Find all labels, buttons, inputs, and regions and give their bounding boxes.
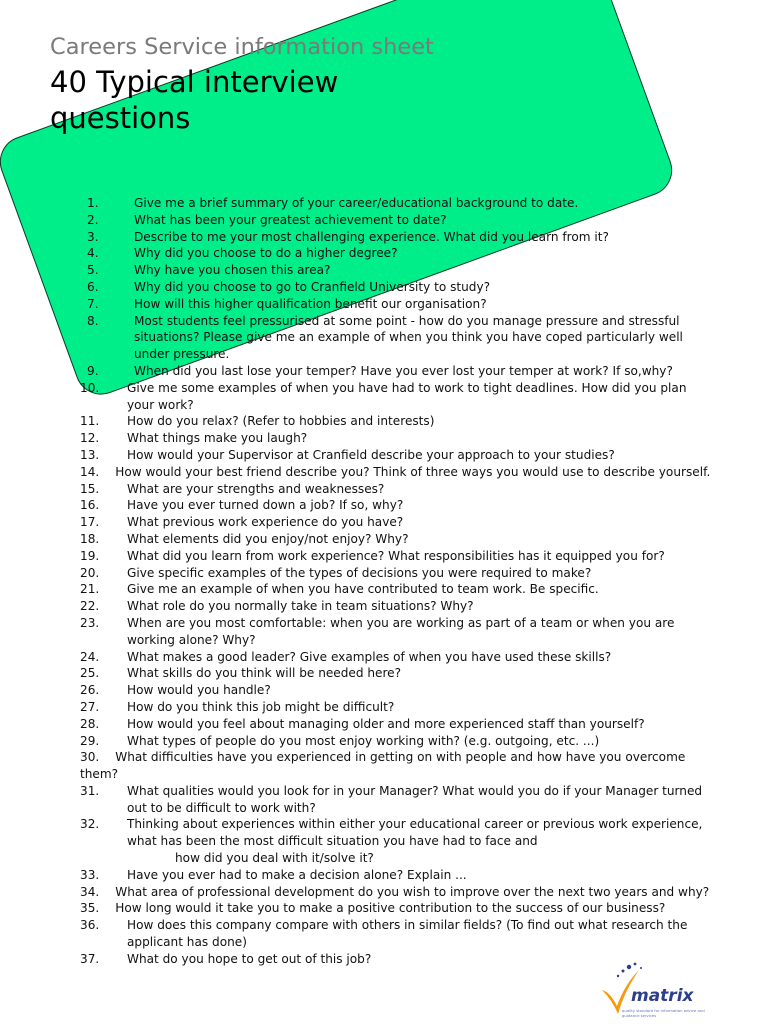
question-text: Most students feel pressurised at some point - how do you manage pressure and stressful situations? Please give me an example of when you think you have coped particularly well under pressure. [134, 313, 683, 362]
question-item [80, 195, 716, 212]
question-text: What elements did you enjoy/not enjoy? Why? [127, 531, 409, 546]
question-item [80, 565, 716, 582]
question-text: What makes a good leader? Give examples of when you have used these skills? [127, 649, 612, 664]
question-number: 28. [80, 716, 100, 731]
question-number: 4. [87, 246, 99, 261]
question-item [80, 363, 716, 380]
question-item [80, 464, 716, 481]
question-item [80, 430, 716, 447]
question-item [80, 783, 716, 817]
question-number: 9. [87, 363, 99, 378]
question-item [80, 245, 716, 262]
question-text: Give me an example of when you have contributed to team work. Be specific. [127, 582, 599, 597]
question-text: how did you deal with it/solve it? [175, 851, 374, 866]
question-number: 25. [80, 666, 100, 681]
question-item [80, 867, 716, 884]
question-text: What types of people do you most enjoy working with? (e.g. outgoing, etc. ...) [127, 733, 600, 748]
question-item [80, 481, 716, 498]
question-text: How does this company compare with others in similar fields? (To find out what research the applicant has done) [127, 918, 688, 950]
question-number: 2. [87, 212, 99, 227]
question-number: 5. [87, 263, 99, 278]
question-item [80, 581, 716, 598]
question-text: How do you think this job might be difficult? [127, 699, 395, 714]
question-text: What role do you normally take in team situations? Why? [127, 599, 474, 614]
question-item [80, 514, 716, 531]
question-number: 34. [80, 884, 100, 899]
question-number: 13. [80, 447, 100, 462]
question-text: Describe to me your most challenging experience. What did you learn from it? [134, 229, 609, 244]
question-text: What things make you laugh? [127, 431, 308, 446]
question-number: 1. [87, 196, 99, 210]
question-item [80, 615, 716, 649]
question-number: 15. [80, 481, 100, 496]
question-item [80, 749, 716, 783]
question-number: 17. [80, 515, 100, 530]
question-item [80, 884, 716, 901]
question-number [80, 850, 127, 867]
question-number: 22. [80, 599, 100, 614]
question-text: What skills do you think will be needed here? [127, 666, 402, 681]
question-item [80, 447, 716, 464]
question-number: 8. [87, 313, 99, 328]
question-item [80, 649, 716, 666]
question-number: 27. [80, 699, 100, 714]
question-item [80, 665, 716, 682]
question-number: 24. [80, 649, 100, 664]
question-text: What qualities would you look for in your Manager? What would you do if your Manager turned out to be difficult to work with? [127, 783, 703, 815]
question-text: How will this higher qualification benefit our organisation? [134, 296, 487, 311]
question-item [80, 682, 716, 699]
question-text: How do you relax? (Refer to hobbies and interests) [127, 414, 435, 429]
question-item [80, 229, 716, 246]
question-item [80, 816, 716, 850]
question-text: Have you ever had to make a decision alone? Explain ... [127, 867, 467, 882]
question-number: 23. [80, 615, 100, 630]
question-item [80, 531, 716, 548]
page-title: 40 Typical interview questions [50, 65, 339, 135]
question-text: Why did you choose to go to Cranfield University to study? [134, 279, 491, 294]
question-number: 26. [80, 683, 100, 698]
question-number: 37. [80, 951, 100, 966]
question-item [80, 598, 716, 615]
question-item [80, 917, 716, 951]
question-text: What previous work experience do you have? [127, 515, 404, 530]
question-item [80, 850, 716, 867]
question-item [80, 900, 716, 917]
question-text: Why have you chosen this area? [134, 263, 331, 278]
question-number: 10. [80, 380, 100, 395]
question-text: Give me some examples of when you have had to work to tight deadlines. How did you plan your work? [127, 380, 687, 412]
question-number: 11. [80, 414, 100, 429]
question-text: Why did you choose to do a higher degree? [134, 246, 398, 261]
question-item [80, 296, 716, 313]
question-text: What did you learn from work experience? What responsibilities has it equipped you for? [127, 548, 665, 563]
question-item [80, 413, 716, 430]
question-number: 35. [80, 901, 100, 916]
question-number: 16. [80, 498, 100, 513]
question-number: 7. [87, 296, 99, 311]
question-item [80, 733, 716, 750]
question-number: 36. [80, 918, 100, 933]
question-number: 19. [80, 548, 100, 563]
question-number: 33. [80, 867, 100, 882]
question-text: What area of professional development do you wish to improve over the next two years and why? [115, 884, 710, 899]
question-text: What has been your greatest achievement to date? [134, 212, 447, 227]
question-text: What are your strengths and weaknesses? [127, 481, 385, 496]
question-number: 20. [80, 565, 100, 580]
logo-tagline: quality standard for information advice and guidance services [622, 1008, 705, 1018]
question-number: 12. [80, 431, 100, 446]
question-text: Thinking about experiences within either your educational career or previous work experience, what has been the most difficult situation you have had to face and [127, 817, 703, 849]
question-item [80, 716, 716, 733]
question-text: Give specific examples of the types of decisions you were required to make? [127, 565, 592, 580]
question-item [80, 497, 716, 514]
question-number: 32. [80, 817, 100, 832]
question-item [80, 262, 716, 279]
question-number: 6. [87, 279, 99, 294]
matrix-logo [594, 962, 722, 1024]
question-text: How would your Supervisor at Cranfield describe your approach to your studies? [127, 447, 615, 462]
question-item [80, 313, 716, 363]
question-text: When did you last lose your temper? Have you ever lost your temper at work? If so,why? [134, 363, 673, 378]
question-text: What do you hope to get out of this job? [127, 951, 372, 966]
question-number: 3. [87, 229, 99, 244]
question-item [80, 380, 716, 414]
question-item [80, 212, 716, 229]
question-text: How would you feel about managing older and more experienced staff than yourself? [127, 716, 645, 731]
question-text: How would your best friend describe you? Think of three ways you would use to describe yourself. [115, 464, 711, 479]
question-list [80, 195, 716, 968]
logo-wordmark: matrix [631, 986, 694, 1006]
question-number: 14. [80, 464, 100, 479]
question-text: When are you most comfortable: when you are working as part of a team or when you are working alone? Why? [127, 615, 675, 647]
question-text: What difficulties have you experienced in getting on with people and how have you overcome them? [80, 750, 686, 782]
question-text: How would you handle? [127, 683, 271, 698]
question-item [80, 699, 716, 716]
question-item [80, 279, 716, 296]
question-number: 21. [80, 582, 100, 597]
question-item [80, 548, 716, 565]
page-subtitle: Careers Service information sheet [50, 34, 434, 60]
question-number: 18. [80, 531, 100, 546]
question-text: Give me a brief summary of your career/educational background to date. [134, 196, 579, 210]
question-number: 30. [80, 750, 100, 765]
question-number: 29. [80, 733, 100, 748]
question-text: How long would it take you to make a positive contribution to the success of our business? [115, 901, 666, 916]
question-text: Have you ever turned down a job? If so, why? [127, 498, 404, 513]
question-number: 31. [80, 783, 100, 798]
